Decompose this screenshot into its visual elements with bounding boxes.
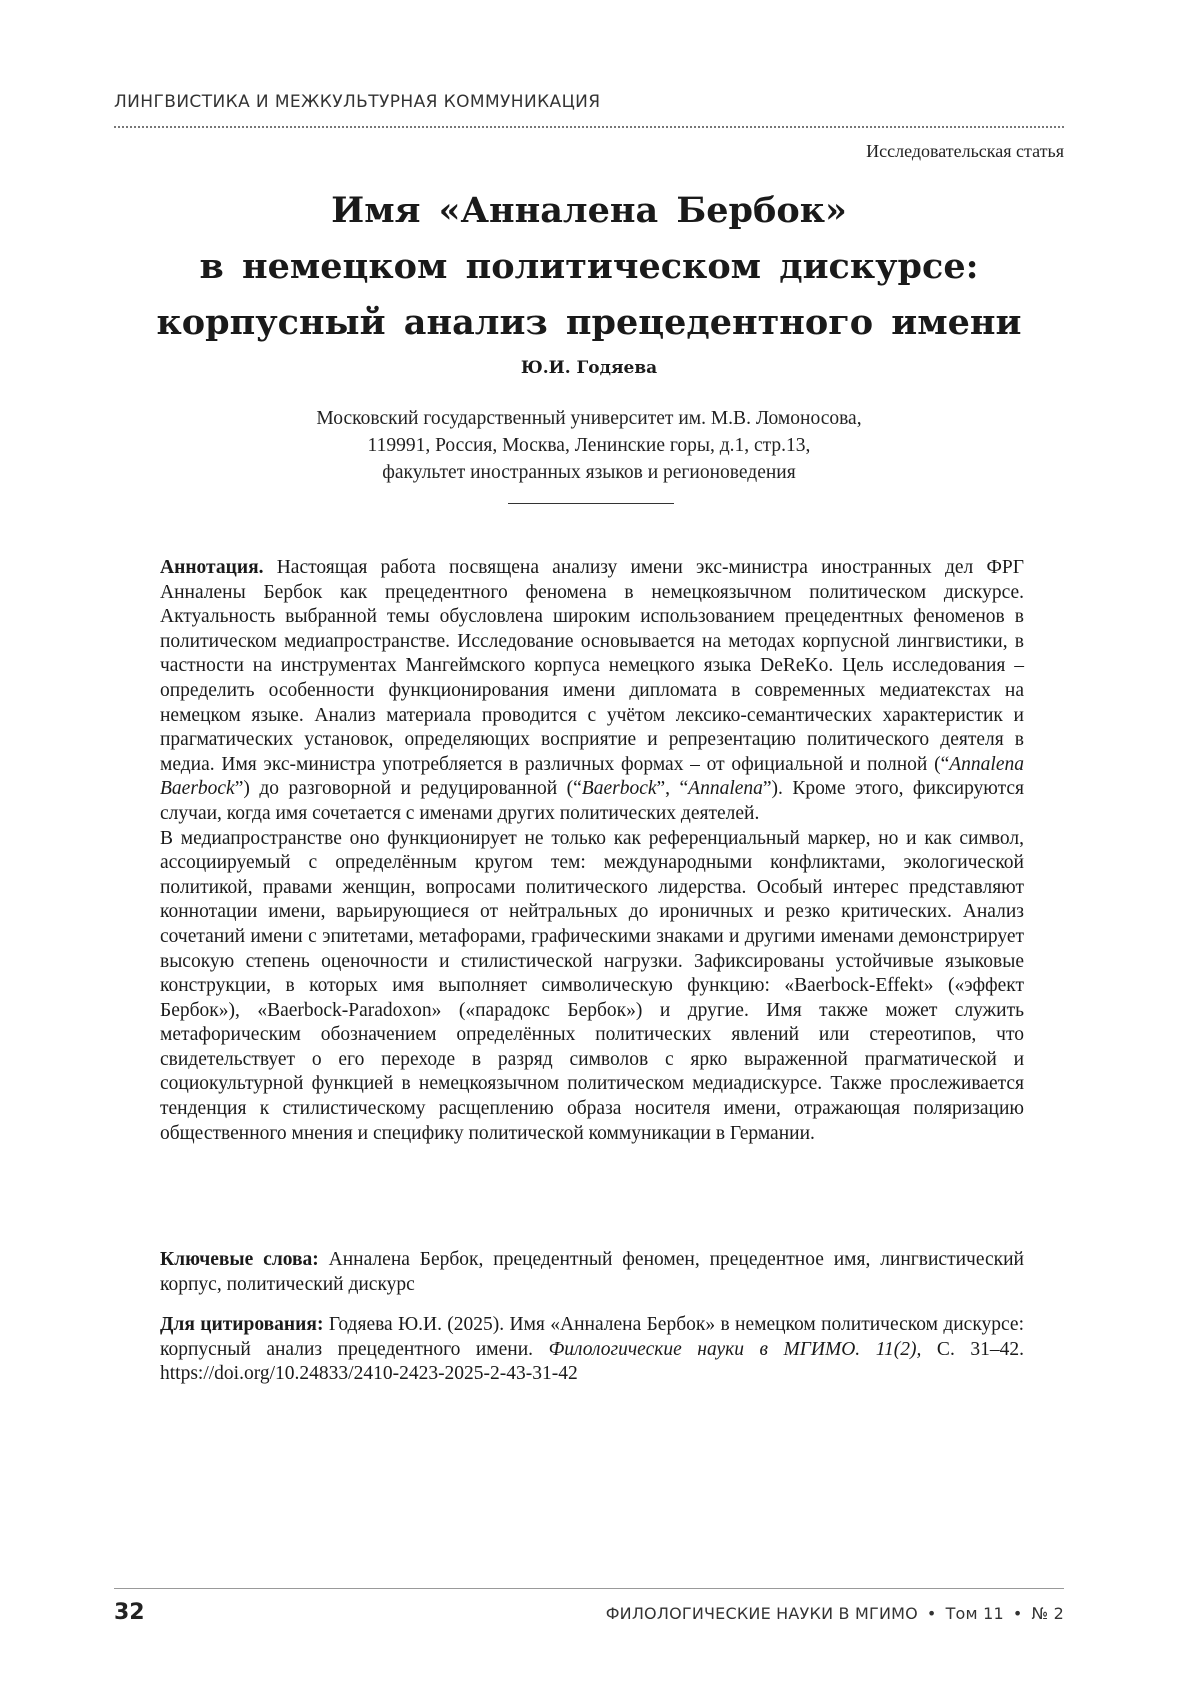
abstract-paragraph-2: В медиапространстве оно функционирует не только как референциальный маркер, но и как символ, ассоциируемый с определённым кругом тем: международными конфликтами, экологической политикой, правами женщин, вопросами политического лидерства. Особый интерес представляют коннотации имени, варьирующиеся от нейтральных до ироничных и резко критических. Анализ сочетаний имени с эпитетами, метафорами, графическими знаками и другими именами демонстрирует высокую степень оценочности и стилистической нагрузки. Зафиксированы устойчивые языковые конструкции, в которых имя выполняет символическую функцию: «Baerbock-Effekt» («эффект Бербок»), «Baerbock-Paradoxon» («парадокс Бербок») и другие. Имя также может служить метафорическим обозначением определённых политических явлений или стереотипов, что свидетельствует о его переходе в разряд символов с ярко выраженной прагматической и социокультурной функцией в немецкоязычном политическом медиадискурсе. Также прослеживается тенденция к стилистическому расщеплению образа носителя имени, отражающая поляризацию общественного мнения и специфику политической коммуникации в Германии.: [160, 827, 1024, 1144]
title-line-2: в немецком политическом дискурсе:: [199, 246, 979, 287]
article-title: [114, 183, 1064, 351]
header-dotted-rule: [114, 126, 1064, 128]
footer-journal-info: [606, 1604, 1064, 1623]
title-line-1: Имя «Анналена Бербок»: [331, 190, 847, 231]
footer-rule: [114, 1588, 1064, 1589]
affiliation-line-2: 119991, Россия, Москва, Ленинские горы, д.1, стр.13,: [367, 435, 811, 456]
affiliation-divider: [508, 503, 674, 504]
abstract-name-surname: Baerbock: [581, 778, 657, 800]
citation-text-a: Годяева Ю.И. (2025). Имя «Анналена Бербок» в немецком политическом дискурсе: корпусный анализ прецедентного имени.: [160, 1314, 1024, 1360]
footer-journal-name: ФИЛОЛОГИЧЕСКИЕ НАУКИ В МГИМО: [605, 1604, 918, 1623]
keywords: [160, 1248, 1024, 1297]
abstract-text-d: ”). Кроме этого, фиксируются случаи, когда имя сочетается с именами других политических деятелей.: [160, 778, 1025, 824]
article-type-label: Исследовательская статья: [866, 141, 1064, 161]
citation-label: Для цитирования:: [160, 1314, 324, 1335]
abstract-name-first: Annalena: [688, 778, 763, 800]
running-head-section: ЛИНГВИСТИКА И МЕЖКУЛЬТУРНАЯ КОММУНИКАЦИЯ: [114, 92, 601, 112]
page-number: 32: [114, 1600, 145, 1625]
citation-doi-text: С. 31–42. https://doi.org/10.24833/2410-2423-2025-2-43-31-42: [160, 1338, 1024, 1385]
keywords-text: Анналена Бербок, прецедентный феномен, прецедентное имя, лингвистический корпус, политический дискурс: [160, 1249, 1024, 1295]
abstract-text-c: ”, “: [656, 778, 689, 800]
title-line-3: корпусный анализ прецедентного имени: [156, 302, 1022, 343]
footer-volume: Том 11: [945, 1604, 1004, 1623]
abstract-text-b: ”) до разговорной и редуцированной (“: [234, 778, 582, 800]
footer-issue: № 2: [1031, 1604, 1064, 1623]
keywords-label: Ключевые слова:: [160, 1249, 319, 1270]
abstract-label: Аннотация.: [160, 557, 264, 578]
abstract-paragraph-1: [160, 556, 1024, 827]
footer-bullet-2: •: [1012, 1604, 1023, 1623]
abstract: [160, 556, 1024, 1146]
affiliation-line-1: Московский государственный университет им. М.В. Ломоносова,: [316, 408, 862, 429]
abstract-name-full: Annalena Baerbock: [160, 753, 1024, 800]
citation-journal: Филологические науки в МГИМО. 11(2),: [548, 1338, 922, 1360]
citation: [160, 1313, 1024, 1387]
abstract-text-a: Настоящая работа посвящена анализу имени экс-министра иностранных дел ФРГ Анналены Бербок как прецедентного феномена в немецкоязычном политическом дискурсе. Актуальность выбранной темы обусловлена широким использованием прецедентных феноменов в политическом медиапространстве. Исследование основывается на методах корпусной лингвистики, в частности на инструментах Мангеймского корпуса немецкого языка DeReKo. Цель исследования – определить особенности функционирования имени дипломата в современных медиатекстах на немецком языке. Анализ материала проводится с учётом лексико-семантических характеристик и прагматических установок, определяющих восприятие и репрезентацию политического деятеля в медиа. Имя экс-министра употребляется в различных формах – от официальной и полной (“: [160, 557, 1024, 775]
footer-bullet-1: •: [926, 1604, 937, 1623]
author-name: Ю.И. Годяева: [520, 358, 658, 378]
author-affiliation: [114, 405, 1064, 486]
affiliation-line-3: факультет иностранных языков и регионоведения: [382, 462, 796, 483]
